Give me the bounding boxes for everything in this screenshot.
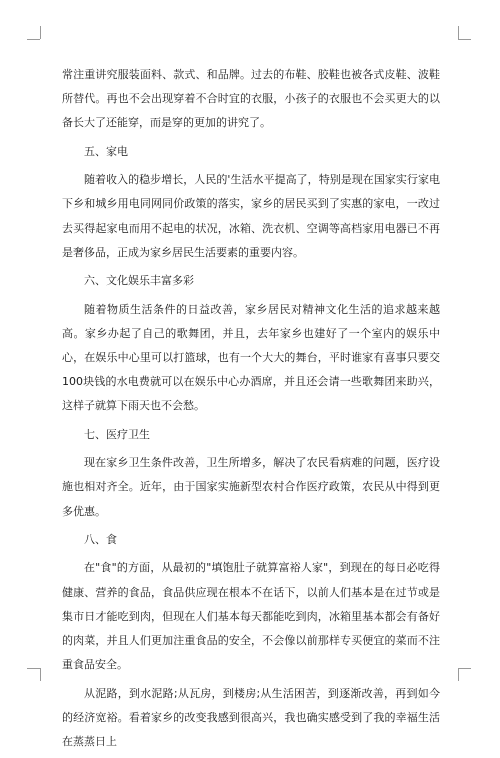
section-heading-appliances: 五、家电 [84, 144, 128, 158]
paragraph-continued: 常注重讲究服装面料、款式、和品牌。过去的布鞋、胶鞋也被各式皮鞋、波鞋所替代。再也不会出现穿着不合时宜的衣服，小孩子的衣服也不会买更大的以备长大了还能穿，而是穿的更加的讲究了。 [62, 68, 440, 130]
paragraph-appliances: 随着收入的稳步增长，人民的'生活水平提高了，特别是现在国家实行家电下乡和城乡用电同网同价政策的落实，家乡的居民买到了实惠的家电，一改过去买得起家电而用不起电的状况，冰箱、洗衣机、空调等高档家用电器已不再是奢侈品，正成为家乡居民生活要素的重要内容。 [62, 173, 440, 259]
section-heading-food: 八、食 [84, 532, 117, 546]
paragraph-culture: 随着物质生活条件的日益改善，家乡居民对精神文化生活的追求越来越高。家乡办起了自己的歌舞团，并且，去年家乡也建好了一个室内的娱乐中心，在娱乐中心里可以打篮球，也有一个大大的舞台，平时谁家有喜事只要交100块钱的水电费就可以在娱乐中心办酒席，并且还会请一些歌舞团来助兴，这样子就算下雨天也不会愁。 [62, 302, 440, 413]
section-heading-culture: 六、文化娱乐丰富多彩 [84, 274, 194, 288]
paragraph-conclusion: 从泥路，到水泥路;从瓦房，到楼房;从生活困苦，到逐渐改善，再到如今的经济宽裕。看着家乡的改变我感到很高兴，我也确实感受到了我的幸福生活在蒸蒸日上 [62, 686, 440, 748]
section-heading-healthcare: 七、医疗卫生 [84, 427, 150, 441]
paragraph-food: 在"食"的方面，从最初的"填饱肚子就算富裕人家"，到现在的每日必吃得健康、营养的食品，食品供应现在根本不在话下，以前人们基本是在过节或是集市日才能吃到肉，但现在人们基本每天都能吃到肉，冰箱里基本都会有备好的肉菜，并且人们更加注重食品的安全，不会像以前那样专买便宜的菜而不注重食品安全。 [62, 561, 440, 672]
paragraph-healthcare: 现在家乡卫生条件改善，卫生所增多，解决了农民看病难的问题，医疗设施也相对齐全。近年，由于国家实施新型农村合作医疗政策，农民从中得到更多优惠。 [62, 456, 440, 518]
document-body [62, 63, 440, 758]
